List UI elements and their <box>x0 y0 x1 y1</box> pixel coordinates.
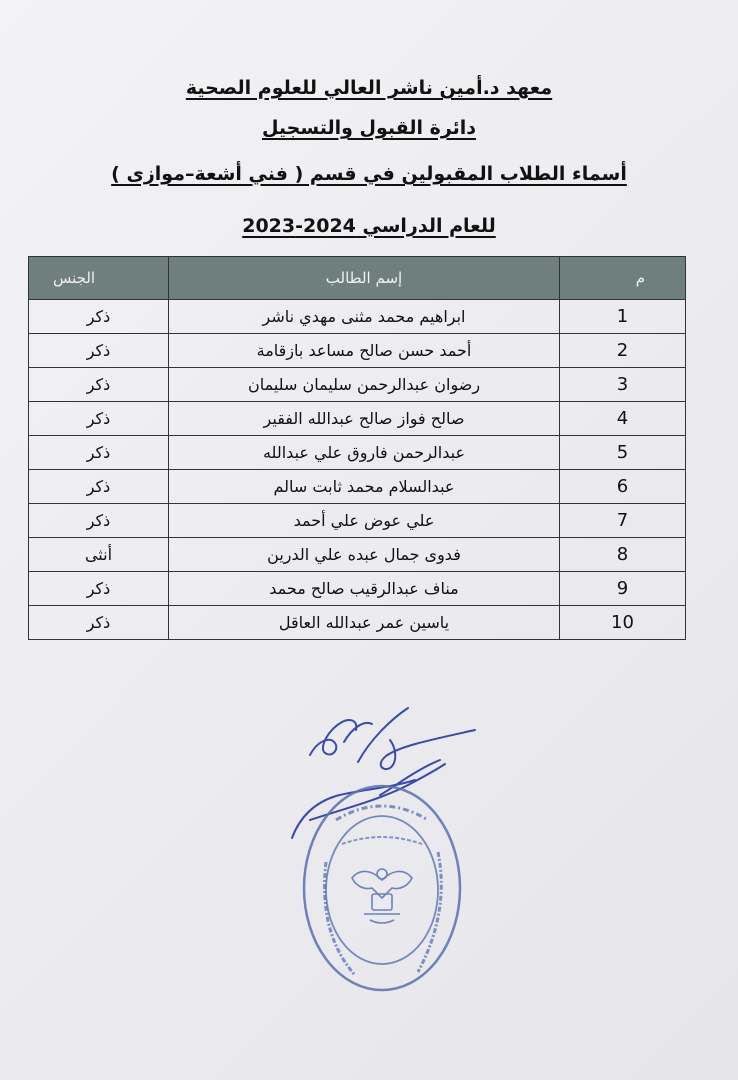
student-gender: ذكر <box>29 606 169 640</box>
table-row <box>29 368 686 402</box>
row-number: 5 <box>560 436 686 470</box>
student-name: ياسين عمر عبدالله العاقل <box>169 606 560 640</box>
table-row <box>29 538 686 572</box>
student-name: أحمد حسن صالح مساعد بازقامة <box>169 334 560 368</box>
student-name: عبدالسلام محمد ثابت سالم <box>169 470 560 504</box>
stamp-ministry-text-mark <box>342 837 422 844</box>
stamp-inner-ring <box>326 816 438 964</box>
table-row <box>29 504 686 538</box>
stamp-ring-text-left-mark <box>325 862 354 974</box>
student-name: مناف عبدالرقيب صالح محمد <box>169 572 560 606</box>
table-header-row <box>29 257 686 300</box>
row-number: 8 <box>560 538 686 572</box>
student-gender: ذكر <box>29 572 169 606</box>
stamp-ring-text-right-mark <box>418 852 441 972</box>
table-row <box>29 606 686 640</box>
table-row <box>29 572 686 606</box>
eagle-emblem-icon <box>352 869 412 923</box>
student-name: فدوى جمال عبده علي الدرين <box>169 538 560 572</box>
table-row <box>29 470 686 504</box>
table-row <box>29 402 686 436</box>
column-header-name: إسم الطالب <box>169 257 560 300</box>
students-table <box>28 256 686 640</box>
stamp-top-text-mark <box>336 806 428 820</box>
student-name: رضوان عبدالرحمن سليمان سليمان <box>169 368 560 402</box>
department-name: دائرة القبول والتسجيل <box>261 117 477 139</box>
student-name: علي عوض علي أحمد <box>169 504 560 538</box>
student-gender: ذكر <box>29 470 169 504</box>
table-row <box>29 300 686 334</box>
student-gender: ذكر <box>29 334 169 368</box>
student-gender: أنثى <box>29 538 169 572</box>
student-name: ابراهيم محمد مثنى مهدي ناشر <box>169 300 560 334</box>
table-row <box>29 436 686 470</box>
row-number: 9 <box>560 572 686 606</box>
row-number: 2 <box>560 334 686 368</box>
row-number: 1 <box>560 300 686 334</box>
list-title: أسماء الطلاب المقبولين في قسم ( فني أشعة–موازى ) <box>111 163 627 185</box>
row-number: 4 <box>560 402 686 436</box>
academic-year: للعام الدراسي 2024-2023 <box>242 215 496 237</box>
student-name: عبدالرحمن فاروق علي عبدالله <box>169 436 560 470</box>
student-gender: ذكر <box>29 300 169 334</box>
official-stamp <box>300 782 464 994</box>
student-gender: ذكر <box>29 436 169 470</box>
student-gender: ذكر <box>29 402 169 436</box>
row-number: 6 <box>560 470 686 504</box>
row-number: 3 <box>560 368 686 402</box>
column-header-num: م <box>560 257 686 300</box>
student-gender: ذكر <box>29 368 169 402</box>
student-gender: ذكر <box>29 504 169 538</box>
column-header-gender: الجنس <box>29 257 169 300</box>
student-name: صالح فواز صالح عبدالله الفقير <box>169 402 560 436</box>
row-number: 7 <box>560 504 686 538</box>
institute-name: معهد د.أمين ناشر العالي للعلوم الصحية <box>185 77 553 99</box>
row-number: 10 <box>560 606 686 640</box>
table-row <box>29 334 686 368</box>
